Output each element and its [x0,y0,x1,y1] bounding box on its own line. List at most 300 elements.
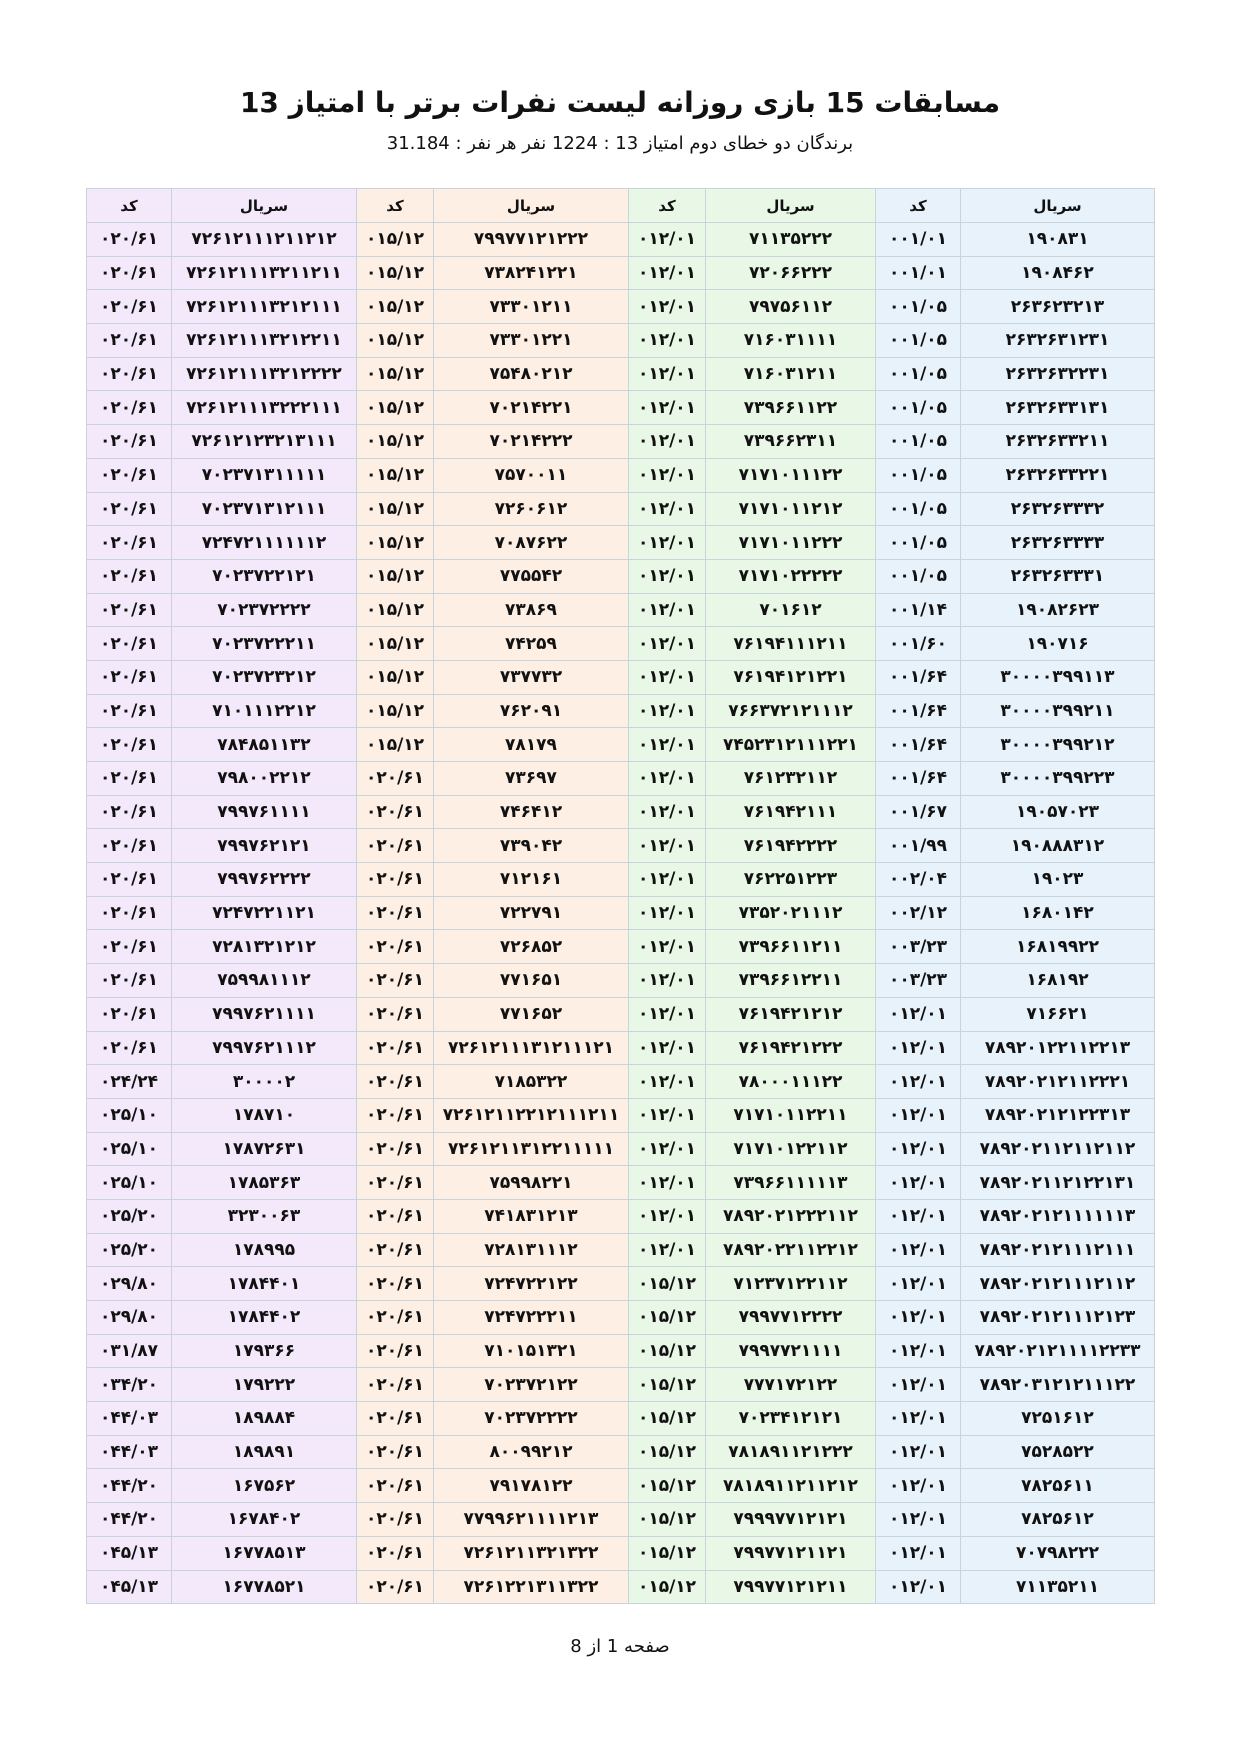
cell-serial: ۷۹۹۷۷۱۲۲۲۲ [706,1301,876,1335]
cell-serial: ۷۲۶۱۲۱۱۱۳۲۱۲۱۱۱ [172,290,357,324]
cell-code: ۰۱۲/۰۱ [876,1536,961,1570]
cell-serial: ۷۶۱۹۴۱۱۱۲۱۱ [706,627,876,661]
cell-code: ۰۴۵/۱۳ [87,1536,172,1570]
cell-serial: ۷۳۹۶۶۱۱۲۱۱ [706,930,876,964]
cell-code: ۰۱۲/۰۱ [876,1570,961,1604]
cell-code: ۰۱۵/۱۲ [629,1402,706,1436]
cell-code: ۰۰۱/۰۵ [876,492,961,526]
cell-serial: ۷۲۶۱۲۱۱۱۳۱۲۱۱۱۲۱ [434,1031,629,1065]
cell-code: ۰۲۵/۱۰ [87,1132,172,1166]
cell-code: ۰۲۰/۶۱ [357,1132,434,1166]
cell-serial: ۷۱۱۳۵۲۱۱ [961,1570,1155,1604]
table-row [87,1166,1155,1200]
cell-serial: ۷۸۲۵۶۱۲ [961,1503,1155,1537]
col-header-code: کد [357,189,434,223]
table-row [87,1536,1155,1570]
col-header-code: کد [876,189,961,223]
cell-serial: ۷۱۷۱۰۲۲۲۲۲ [706,559,876,593]
table-row [87,492,1155,526]
cell-serial: ۷۶۱۹۴۲۱۲۱۲ [706,997,876,1031]
page-title: مسابقات 15 بازی روزانه لیست نفرات برتر با امتیاز 13 [239,86,1001,119]
cell-serial: ۱۸۹۸۹۱ [172,1435,357,1469]
cell-serial: ۷۹۹۷۷۱۲۱۲۲۲ [434,223,629,257]
cell-code: ۰۱۲/۰۱ [629,896,706,930]
cell-serial: ۷۸۹۲۰۲۱۲۱۱۱۲۱۱۲ [961,1267,1155,1301]
cell-code: ۰۲۰/۶۱ [87,223,172,257]
cell-serial: ۷۸۹۲۰۲۲۱۱۲۲۱۲ [706,1233,876,1267]
cell-code: ۰۱۵/۱۲ [357,458,434,492]
cell-code: ۰۲۰/۶۱ [357,1536,434,1570]
cell-code: ۰۲۰/۶۱ [87,492,172,526]
winners-table [86,188,1155,1604]
cell-serial: ۷۷۷۱۷۲۱۲۲ [706,1368,876,1402]
cell-serial: ۷۹۹۷۶۱۱۱۱ [172,795,357,829]
table-row [87,526,1155,560]
cell-serial: ۱۷۸۴۴۰۲ [172,1301,357,1335]
cell-code: ۰۲۰/۶۱ [357,863,434,897]
cell-serial: ۷۱۷۱۰۱۱۲۱۲ [706,492,876,526]
col-header-serial: سریال [961,189,1155,223]
cell-serial: ۷۷۱۶۵۲ [434,997,629,1031]
cell-serial: ۱۶۸۱۹۲ [961,964,1155,998]
cell-serial: ۷۵۲۸۵۲۲ [961,1435,1155,1469]
cell-code: ۰۳۴/۲۰ [87,1368,172,1402]
cell-code: ۰۲۹/۸۰ [87,1267,172,1301]
cell-code: ۰۲۰/۶۱ [87,728,172,762]
cell-code: ۰۲۰/۶۱ [87,526,172,560]
cell-serial: ۷۶۱۹۴۱۲۱۲۲۱ [706,660,876,694]
cell-serial: ۷۲۶۱۲۱۱۲۲۱۲۱۱۱۲۱۱ [434,1098,629,1132]
cell-code: ۰۱۲/۰۱ [629,997,706,1031]
cell-code: ۰۲۰/۶۱ [87,795,172,829]
cell-serial: ۷۷۵۵۴۲ [434,559,629,593]
cell-code: ۰۰۱/۰۵ [876,324,961,358]
cell-code: ۰۲۹/۸۰ [87,1301,172,1335]
table-row [87,863,1155,897]
cell-code: ۰۰۱/۶۴ [876,728,961,762]
cell-serial: ۲۶۳۶۲۳۲۱۳ [961,290,1155,324]
cell-code: ۰۲۰/۶۱ [357,1334,434,1368]
cell-code: ۰۱۵/۱۲ [629,1301,706,1335]
cell-serial: ۳۲۳۰۰۶۳ [172,1199,357,1233]
table-header-row [87,189,1155,223]
cell-serial: ۷۸۹۲۰۲۱۱۲۱۱۲۱۱۲ [961,1132,1155,1166]
cell-serial: ۱۸۹۸۸۴ [172,1402,357,1436]
cell-code: ۰۱۲/۰۱ [629,694,706,728]
cell-serial: ۷۱۶۰۳۱۱۱۱ [706,324,876,358]
cell-code: ۰۲۵/۱۰ [87,1166,172,1200]
col-header-serial: سریال [172,189,357,223]
cell-serial: ۷۸۹۲۰۲۱۲۱۱۱۲۱۲۳ [961,1301,1155,1335]
cell-code: ۰۲۰/۶۱ [87,1031,172,1065]
cell-code: ۰۱۵/۱۲ [357,256,434,290]
table-row [87,1065,1155,1099]
table-row [87,357,1155,391]
cell-code: ۰۱۲/۰۱ [876,1267,961,1301]
cell-serial: ۷۲۶۱۲۱۱۳۲۱۳۲۲ [434,1536,629,1570]
cell-serial: ۷۲۶۱۲۱۱۱۳۲۱۲۲۱۱ [172,324,357,358]
cell-code: ۰۴۴/۲۰ [87,1469,172,1503]
cell-serial: ۱۹۰۷۱۶ [961,627,1155,661]
cell-serial: ۷۶۶۳۷۲۱۲۱۱۱۲ [706,694,876,728]
cell-code: ۰۱۲/۰۱ [629,627,706,661]
cell-serial: ۲۶۳۲۶۳۳۳۳ [961,526,1155,560]
cell-serial: ۷۱۷۱۰۱۱۲۲۲ [706,526,876,560]
cell-code: ۰۱۲/۰۱ [629,391,706,425]
table-row [87,559,1155,593]
cell-code: ۰۲۰/۶۱ [87,762,172,796]
table-row [87,391,1155,425]
cell-code: ۰۱۲/۰۱ [876,1503,961,1537]
page-number: صفحه 1 از 8 [570,1636,670,1657]
cell-serial: ۷۰۲۱۴۲۲۱ [434,391,629,425]
cell-code: ۰۴۴/۰۳ [87,1402,172,1436]
cell-serial: ۷۹۹۷۷۱۲۱۲۱۱ [706,1570,876,1604]
cell-code: ۰۰۳/۲۳ [876,930,961,964]
cell-code: ۰۱۲/۰۱ [629,559,706,593]
cell-serial: ۷۱۷۱۰۱۱۲۲۱۱ [706,1098,876,1132]
cell-code: ۰۱۲/۰۱ [876,1199,961,1233]
cell-serial: ۷۳۹۶۶۲۳۱۱ [706,425,876,459]
cell-code: ۰۱۵/۱۲ [357,425,434,459]
cell-code: ۰۲۵/۱۰ [87,1098,172,1132]
cell-code: ۰۱۵/۱۲ [357,627,434,661]
cell-serial: ۷۸۹۲۰۲۱۲۱۱۱۲۱۱۱ [961,1233,1155,1267]
table-row [87,896,1155,930]
table-row [87,425,1155,459]
cell-serial: ۷۸۹۲۰۱۲۲۱۱۲۲۱۳ [961,1031,1155,1065]
cell-code: ۰۲۰/۶۱ [357,1065,434,1099]
cell-serial: ۷۹۹۷۶۲۱۱۱۱ [172,997,357,1031]
cell-serial: ۷۸۹۲۰۲۱۱۲۱۲۲۱۳۱ [961,1166,1155,1200]
cell-code: ۰۱۲/۰۱ [629,762,706,796]
cell-code: ۰۱۲/۰۱ [876,1166,961,1200]
cell-serial: ۷۲۸۱۳۱۱۱۲ [434,1233,629,1267]
cell-serial: ۸۰۰۹۹۲۱۲ [434,1435,629,1469]
cell-serial: ۷۲۶۱۲۱۱۱۳۲۲۲۱۱۱ [172,391,357,425]
cell-serial: ۷۶۱۹۴۲۱۲۲۲ [706,1031,876,1065]
table-row [87,458,1155,492]
cell-code: ۰۰۱/۶۰ [876,627,961,661]
table-row [87,1402,1155,1436]
cell-code: ۰۱۵/۱۲ [357,324,434,358]
cell-code: ۰۰۱/۶۷ [876,795,961,829]
cell-code: ۰۱۵/۱۲ [629,1368,706,1402]
table-row [87,728,1155,762]
cell-code: ۰۱۵/۱۲ [357,728,434,762]
cell-code: ۰۱۲/۰۱ [876,1301,961,1335]
table-row [87,1334,1155,1368]
cell-serial: ۷۶۱۹۴۲۲۲۲ [706,829,876,863]
cell-code: ۰۱۵/۱۲ [629,1536,706,1570]
cell-serial: ۷۲۶۸۵۲ [434,930,629,964]
cell-serial: ۷۳۹۰۴۲ [434,829,629,863]
cell-code: ۰۲۰/۶۱ [87,357,172,391]
cell-serial: ۷۰۲۳۷۲۲۱۲۱ [172,559,357,593]
cell-code: ۰۱۲/۰۱ [876,997,961,1031]
cell-serial: ۷۱۰۱۵۱۳۲۱ [434,1334,629,1368]
cell-serial: ۱۶۸۱۹۹۲۲ [961,930,1155,964]
cell-code: ۰۴۴/۰۳ [87,1435,172,1469]
cell-serial: ۷۸۱۸۹۱۱۲۱۲۲۲ [706,1435,876,1469]
cell-code: ۰۲۰/۶۱ [357,1301,434,1335]
cell-serial: ۷۰۲۳۷۱۳۱۱۱۱۱ [172,458,357,492]
cell-serial: ۷۰۱۶۱۲ [706,593,876,627]
cell-code: ۰۱۲/۰۱ [629,1199,706,1233]
cell-serial: ۷۰۲۱۴۲۲۲ [434,425,629,459]
cell-code: ۰۲۰/۶۱ [357,1166,434,1200]
table-row [87,1267,1155,1301]
cell-serial: ۷۰۲۳۷۲۲۲۲ [172,593,357,627]
cell-serial: ۳۰۰۰۰۳۹۹۱۱۳ [961,660,1155,694]
cell-serial: ۱۶۷۷۸۵۲۱ [172,1570,357,1604]
cell-serial: ۲۶۳۲۶۳۳۳۱ [961,559,1155,593]
cell-code: ۰۱۲/۰۱ [876,1334,961,1368]
cell-code: ۰۱۲/۰۱ [876,1469,961,1503]
cell-code: ۰۰۲/۰۴ [876,863,961,897]
cell-code: ۰۱۲/۰۱ [629,223,706,257]
cell-serial: ۷۳۹۶۶۱۱۱۱۱۳ [706,1166,876,1200]
cell-serial: ۷۱۶۶۲۱ [961,997,1155,1031]
cell-serial: ۷۸۴۸۵۱۱۳۲ [172,728,357,762]
cell-code: ۰۱۵/۱۲ [629,1469,706,1503]
col-header-serial: سریال [434,189,629,223]
cell-code: ۰۲۰/۶۱ [87,863,172,897]
cell-serial: ۱۹۰۸۳۱ [961,223,1155,257]
cell-serial: ۱۹۰۸۴۶۲ [961,256,1155,290]
cell-serial: ۱۷۸۵۳۶۳ [172,1166,357,1200]
cell-serial: ۷۰۲۳۷۱۳۱۲۱۱۱ [172,492,357,526]
cell-serial: ۷۷۱۶۵۱ [434,964,629,998]
cell-serial: ۱۹۰۵۷۰۲۳ [961,795,1155,829]
cell-serial: ۷۲۶۰۶۱۲ [434,492,629,526]
table-row [87,795,1155,829]
cell-code: ۰۱۲/۰۱ [629,863,706,897]
cell-serial: ۷۸۹۲۰۳۱۲۱۲۱۱۱۲۲ [961,1368,1155,1402]
cell-serial: ۲۶۳۲۶۳۳۳۲ [961,492,1155,526]
cell-serial: ۷۷۹۹۶۲۱۱۱۱۲۱۳ [434,1503,629,1537]
cell-code: ۰۱۵/۱۲ [357,526,434,560]
cell-serial: ۷۹۹۷۷۱۲۱۱۲۱ [706,1536,876,1570]
cell-serial: ۷۲۶۱۲۲۱۳۱۱۳۲۲ [434,1570,629,1604]
cell-code: ۰۰۱/۰۵ [876,559,961,593]
cell-serial: ۷۸۹۲۰۲۱۲۱۱۲۲۲۱ [961,1065,1155,1099]
cell-code: ۰۲۰/۶۱ [357,1469,434,1503]
cell-code: ۰۱۲/۰۱ [629,728,706,762]
cell-serial: ۲۶۳۲۶۳۱۲۳۱ [961,324,1155,358]
cell-code: ۰۱۲/۰۱ [629,964,706,998]
cell-code: ۰۱۵/۱۲ [357,391,434,425]
cell-code: ۰۲۰/۶۱ [357,1031,434,1065]
cell-code: ۰۱۲/۰۱ [876,1065,961,1099]
cell-code: ۰۱۲/۰۱ [876,1435,961,1469]
table-row [87,1199,1155,1233]
cell-serial: ۷۹۹۷۶۲۱۲۱ [172,829,357,863]
cell-serial: ۷۵۴۸۰۲۱۲ [434,357,629,391]
col-header-serial: سریال [706,189,876,223]
cell-code: ۰۲۵/۲۰ [87,1199,172,1233]
cell-code: ۰۱۲/۰۱ [876,1132,961,1166]
cell-code: ۰۱۵/۱۲ [629,1570,706,1604]
cell-serial: ۲۶۳۲۶۳۳۲۱۱ [961,425,1155,459]
cell-code: ۰۱۲/۰۱ [629,930,706,964]
cell-serial: ۷۸۱۷۹ [434,728,629,762]
col-header-code: کد [629,189,706,223]
cell-code: ۰۴۵/۱۳ [87,1570,172,1604]
cell-code: ۰۱۲/۰۱ [629,357,706,391]
cell-serial: ۷۵۷۰۰۱۱ [434,458,629,492]
table-row [87,660,1155,694]
cell-serial: ۷۳۹۶۶۱۲۲۱۱ [706,964,876,998]
cell-serial: ۷۰۲۳۷۲۱۲۲ [434,1368,629,1402]
cell-code: ۰۱۲/۰۱ [629,425,706,459]
cell-serial: ۷۲۶۱۲۱۱۱۳۲۱۲۲۲۲ [172,357,357,391]
cell-serial: ۱۷۹۳۶۶ [172,1334,357,1368]
table-row [87,1368,1155,1402]
cell-code: ۰۲۰/۶۱ [87,964,172,998]
cell-serial: ۷۸۹۲۰۲۱۲۱۱۱۱۲۲۳۳ [961,1334,1155,1368]
cell-serial: ۷۱۱۳۵۲۲۲ [706,223,876,257]
cell-code: ۰۴۴/۲۰ [87,1503,172,1537]
cell-serial: ۷۰۲۳۷۲۲۲۲ [434,1402,629,1436]
cell-code: ۰۲۰/۶۱ [357,762,434,796]
cell-serial: ۷۹۹۷۶۲۱۱۱۲ [172,1031,357,1065]
cell-serial: ۱۶۷۵۶۲ [172,1469,357,1503]
cell-code: ۰۱۲/۰۱ [629,795,706,829]
cell-serial: ۷۹۹۷۷۲۱۱۱۱ [706,1334,876,1368]
cell-code: ۰۱۲/۰۱ [629,526,706,560]
cell-code: ۰۲۰/۶۱ [87,694,172,728]
cell-serial: ۲۶۳۲۶۳۳۱۳۱ [961,391,1155,425]
cell-serial: ۷۳۵۲۰۲۱۱۱۲ [706,896,876,930]
table-row [87,627,1155,661]
cell-serial: ۲۶۳۲۶۳۲۲۳۱ [961,357,1155,391]
cell-serial: ۳۰۰۰۰۳۹۹۲۱۲ [961,728,1155,762]
cell-code: ۰۲۰/۶۱ [357,1233,434,1267]
table-body [87,223,1155,1604]
cell-code: ۰۱۲/۰۱ [629,256,706,290]
cell-code: ۰۱۵/۱۲ [357,290,434,324]
cell-code: ۰۲۰/۶۱ [357,964,434,998]
cell-serial: ۷۴۱۸۳۱۲۱۳ [434,1199,629,1233]
cell-serial: ۳۰۰۰۰۳۹۹۲۲۳ [961,762,1155,796]
cell-serial: ۷۸۱۸۹۱۱۲۱۱۲۱۲ [706,1469,876,1503]
cell-serial: ۷۸۰۰۰۱۱۱۲۲ [706,1065,876,1099]
cell-serial: ۷۹۹۹۷۷۱۲۱۲۱ [706,1503,876,1537]
cell-code: ۰۰۲/۱۲ [876,896,961,930]
cell-code: ۰۲۰/۶۱ [87,930,172,964]
cell-code: ۰۱۲/۰۱ [629,829,706,863]
cell-serial: ۷۳۶۹۷ [434,762,629,796]
cell-serial: ۷۱۸۵۳۲۲ [434,1065,629,1099]
page-subtitle: برندگان دو خطای دوم امتیاز 13 : 1224 نفر هر نفر : 31.184 [386,133,854,154]
cell-code: ۰۱۲/۰۱ [629,290,706,324]
cell-serial: ۷۲۴۷۲۲۱۱۲۱ [172,896,357,930]
cell-code: ۰۲۰/۶۱ [87,425,172,459]
cell-serial: ۱۷۸۹۹۵ [172,1233,357,1267]
cell-serial: ۱۷۸۷۱۰ [172,1098,357,1132]
cell-code: ۰۱۲/۰۱ [629,660,706,694]
cell-serial: ۱۹۰۸۸۸۳۱۲ [961,829,1155,863]
cell-code: ۰۱۲/۰۱ [629,492,706,526]
cell-code: ۰۱۵/۱۲ [357,660,434,694]
cell-code: ۰۱۵/۱۲ [357,223,434,257]
table-row [87,930,1155,964]
cell-code: ۰۲۰/۶۱ [357,1098,434,1132]
table-row [87,997,1155,1031]
cell-code: ۰۱۵/۱۲ [357,559,434,593]
cell-serial: ۷۱۷۱۰۱۱۱۲۲ [706,458,876,492]
cell-code: ۰۱۲/۰۱ [876,1368,961,1402]
cell-serial: ۷۰۲۳۷۲۳۲۱۲ [172,660,357,694]
cell-code: ۰۱۲/۰۱ [629,1065,706,1099]
cell-serial: ۷۲۸۱۳۲۱۲۱۲ [172,930,357,964]
cell-code: ۰۱۵/۱۲ [629,1435,706,1469]
table-row [87,829,1155,863]
table-row [87,223,1155,257]
cell-serial: ۷۲۶۱۲۱۱۳۱۲۲۱۱۱۱۱ [434,1132,629,1166]
cell-code: ۰۲۰/۶۱ [357,1368,434,1402]
cell-code: ۰۲۰/۶۱ [87,458,172,492]
cell-serial: ۷۲۴۷۲۱۱۱۱۱۱۲ [172,526,357,560]
cell-serial: ۷۸۹۲۰۲۱۲۱۱۱۱۱۱۳ [961,1199,1155,1233]
cell-code: ۰۲۰/۶۱ [87,324,172,358]
table-row [87,1570,1155,1604]
cell-serial: ۱۹۰۸۲۶۲۳ [961,593,1155,627]
cell-serial: ۷۹۸۰۰۲۲۱۲ [172,762,357,796]
cell-code: ۰۰۱/۹۹ [876,829,961,863]
cell-serial: ۷۸۲۵۶۱۱ [961,1469,1155,1503]
cell-serial: ۷۲۲۷۹۱ [434,896,629,930]
cell-code: ۰۰۳/۲۳ [876,964,961,998]
table-row [87,324,1155,358]
cell-code: ۰۲۰/۶۱ [87,391,172,425]
cell-serial: ۷۴۶۴۱۲ [434,795,629,829]
cell-code: ۰۱۲/۰۱ [629,324,706,358]
cell-code: ۰۰۱/۰۵ [876,391,961,425]
cell-code: ۰۱۵/۱۲ [629,1267,706,1301]
cell-code: ۰۱۵/۱۲ [629,1503,706,1537]
cell-code: ۰۱۵/۱۲ [629,1334,706,1368]
cell-serial: ۷۰۲۳۷۲۲۲۱۱ [172,627,357,661]
cell-code: ۰۳۱/۸۷ [87,1334,172,1368]
cell-serial: ۷۹۹۷۶۲۲۲۲ [172,863,357,897]
cell-serial: ۱۷۸۷۲۶۳۱ [172,1132,357,1166]
cell-code: ۰۱۲/۰۱ [876,1233,961,1267]
cell-serial: ۷۱۰۱۱۱۲۲۱۲ [172,694,357,728]
cell-serial: ۷۵۹۹۸۲۲۱ [434,1166,629,1200]
cell-code: ۰۰۱/۰۵ [876,357,961,391]
cell-serial: ۷۱۶۰۳۱۲۱۱ [706,357,876,391]
cell-code: ۰۲۰/۶۱ [87,559,172,593]
cell-serial: ۱۷۸۴۴۰۱ [172,1267,357,1301]
cell-serial: ۷۹۱۷۸۱۲۲ [434,1469,629,1503]
cell-serial: ۷۳۸۲۴۱۲۲۱ [434,256,629,290]
cell-code: ۰۲۰/۶۱ [357,930,434,964]
cell-serial: ۷۴۵۲۳۱۲۱۱۱۲۲۱ [706,728,876,762]
cell-code: ۰۱۵/۱۲ [357,593,434,627]
cell-serial: ۷۳۹۶۶۱۱۲۲ [706,391,876,425]
cell-serial: ۷۲۴۷۲۲۱۲۲ [434,1267,629,1301]
cell-serial: ۷۰۲۳۴۱۲۱۲۱ [706,1402,876,1436]
cell-serial: ۱۶۸۰۱۴۲ [961,896,1155,930]
cell-code: ۰۲۰/۶۱ [357,795,434,829]
cell-code: ۰۲۰/۶۱ [357,1503,434,1537]
table-row [87,1503,1155,1537]
cell-code: ۰۲۰/۶۱ [87,829,172,863]
cell-code: ۰۰۱/۰۵ [876,458,961,492]
cell-code: ۰۲۰/۶۱ [357,1435,434,1469]
